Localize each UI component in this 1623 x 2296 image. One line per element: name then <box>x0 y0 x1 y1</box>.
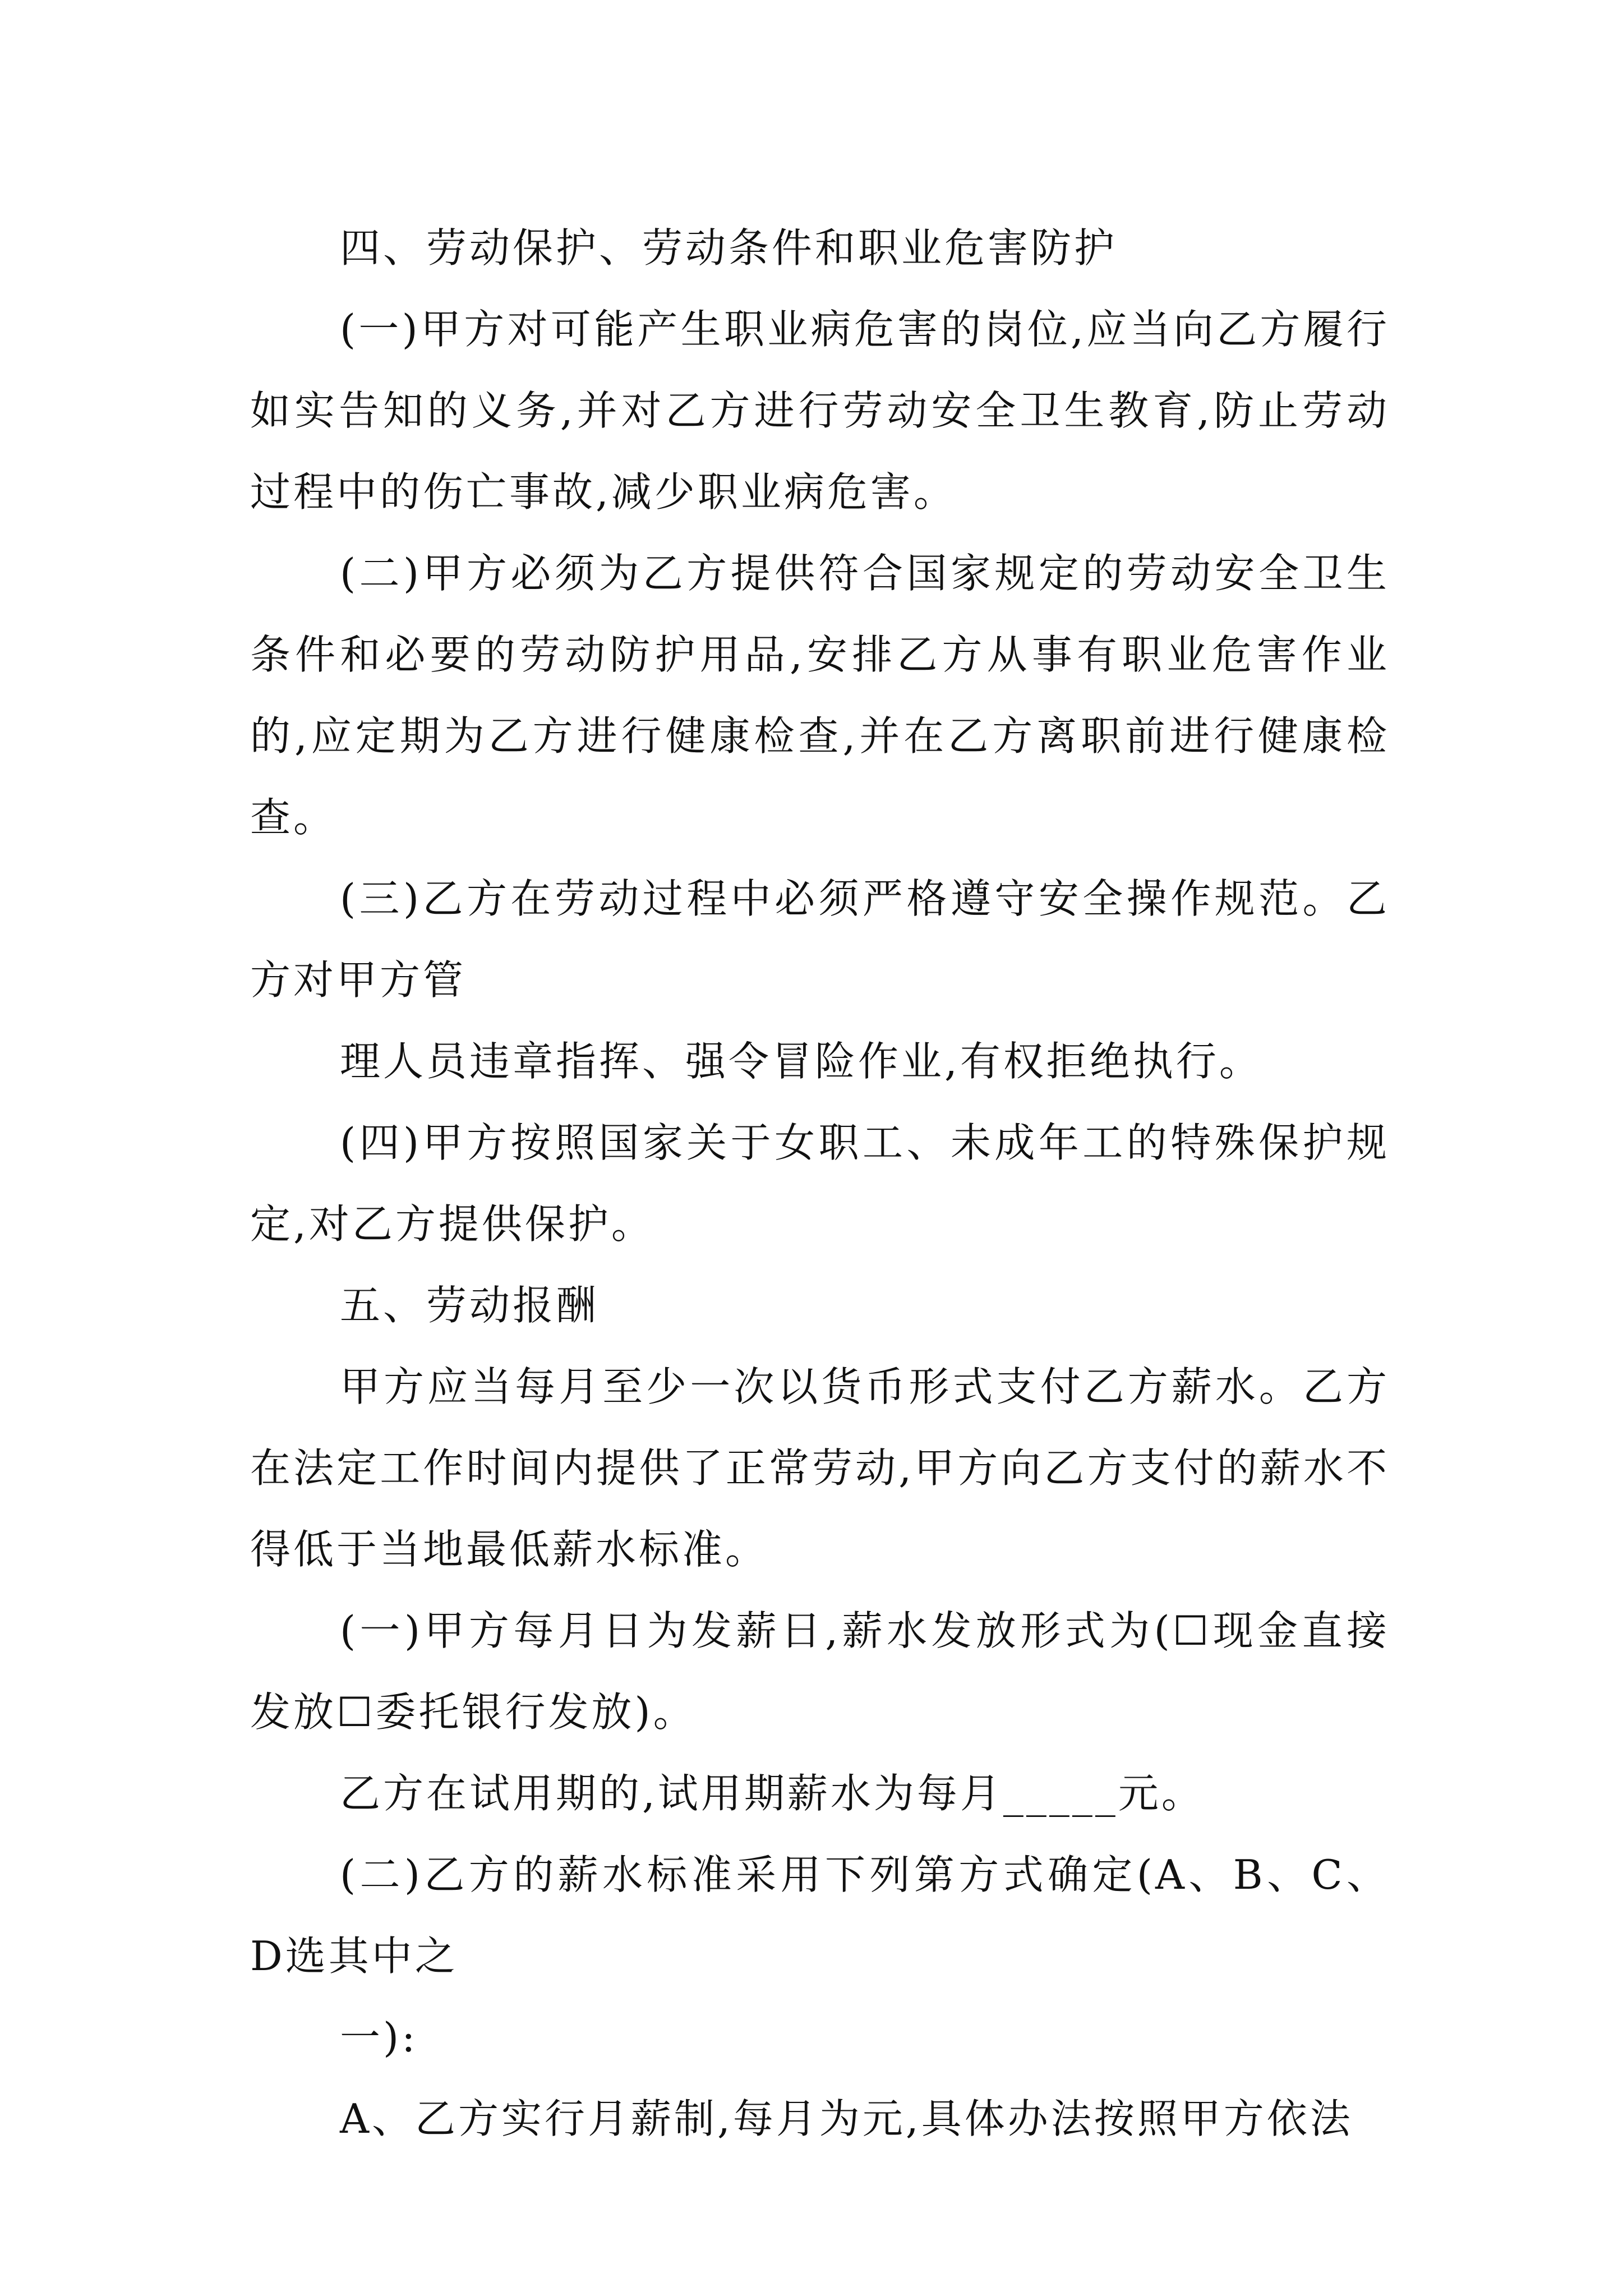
clause-paragraph: (二)甲方必须为乙方提供符合国家规定的劳动安全卫生条件和必要的劳动防护用品,安排乙方从事有职业危害作业的,应定期为乙方进行健康检查,并在乙方离职前进行健康检查。 <box>250 550 1390 841</box>
clause-paragraph: (三)乙方在劳动过程中必须严格遵守安全操作规范。乙方对甲方管 <box>250 875 1390 1004</box>
clause-paragraph: A、乙方实行月薪制,每月为元,具体办法按照甲方依法 <box>340 2095 1353 2142</box>
section-heading-remuneration: 五、劳动报酬 <box>340 1282 600 1329</box>
section-heading-labor-protection: 四、劳动保护、劳动条件和职业危害防护 <box>340 224 1118 272</box>
document-body <box>250 208 1390 2160</box>
clause-paragraph: 一): <box>340 2014 418 2061</box>
clause-paragraph: (一)甲方每月日为发薪日,薪水发放形式为(☐现金直接发放☐委托银行发放)。 <box>250 1607 1390 1736</box>
clause-paragraph: 甲方应当每月至少一次以货币形式支付乙方薪水。乙方在法定工作时间内提供了正常劳动,甲方向乙方支付的薪水不得低于当地最低薪水标准。 <box>250 1363 1390 1573</box>
clause-paragraph: 理人员违章指挥、强令冒险作业,有权拒绝执行。 <box>340 1038 1262 1085</box>
clause-paragraph: (二)乙方的薪水标准采用下列第方式确定(A、B、C、D选其中之 <box>250 1851 1390 1980</box>
clause-paragraph: (一)甲方对可能产生职业病危害的岗位,应当向乙方履行如实告知的义务,并对乙方进行劳动安全卫生教育,防止劳动过程中的伤亡事故,减少职业病危害。 <box>250 306 1390 516</box>
clause-paragraph: 乙方在试用期的,试用期薪水为每月_____元。 <box>340 1770 1205 1817</box>
clause-paragraph: (四)甲方按照国家关于女职工、未成年工的特殊保护规定,对乙方提供保护。 <box>250 1119 1390 1248</box>
